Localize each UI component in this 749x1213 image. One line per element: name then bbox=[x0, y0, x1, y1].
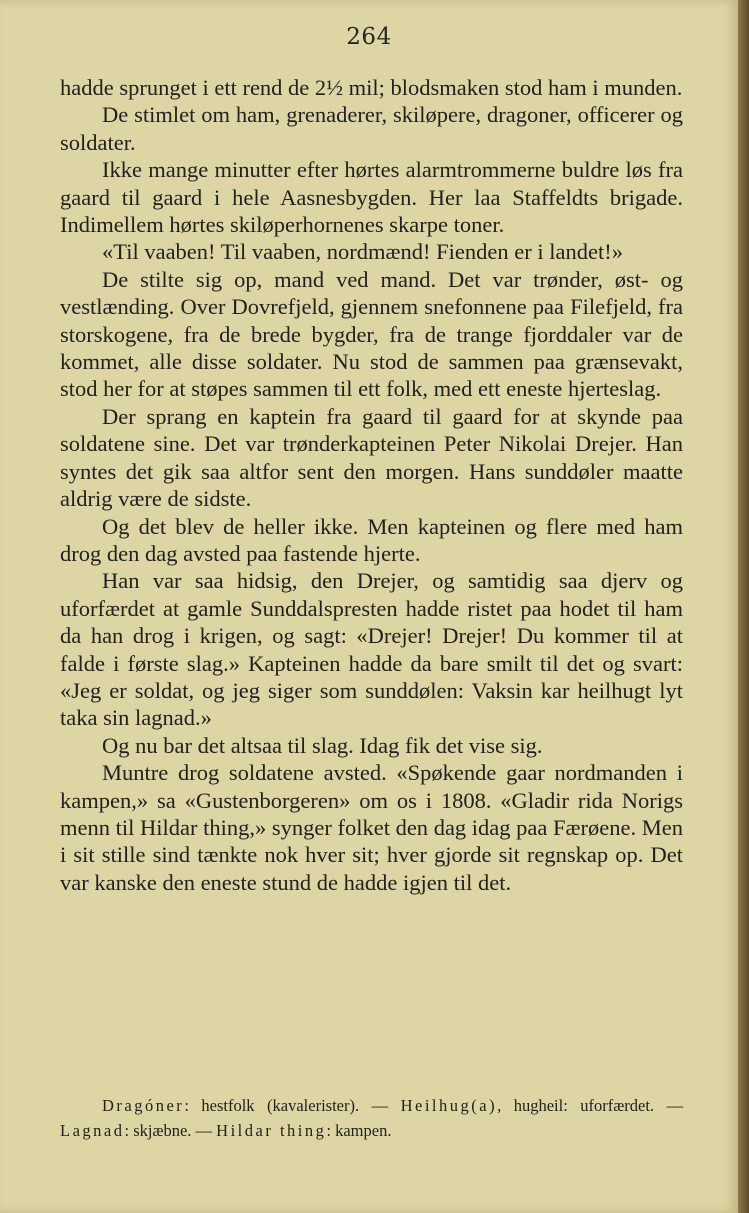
paragraph-3: Ikke mange minutter efter hørtes alarmtrommerne buldre løs fra gaard til gaard i hele Aasnesbygden. Her laa Staffeldts brigade. Indimellem hørtes skiløperhornenes skarpe toner. bbox=[60, 157, 683, 238]
page-number: 264 bbox=[346, 24, 392, 50]
footnote-separator: — bbox=[195, 1121, 213, 1140]
paragraph-6: Der sprang en kaptein fra gaard til gaard for at skynde paa soldatene sine. Det var trønderkapteinen Peter Nikolai Drejer. Han syntes det gik saa altfor sent den morgen. Hans sunddøler maatte aldrig være de sidste. bbox=[60, 403, 683, 512]
paragraph-8: Han var saa hidsig, den Drejer, og samtidig saa djerv og uforfærdet at gamle Sunddalspresten hadde ristet paa hodet til ham da han drog i krigen, og sagt: «Drejer! Drejer! Du kommer til at falde i første slag.» Kapteinen hadde da bare smilt til det og svart: «Jeg er soldat, og jeg siger som sunddølen: Vaksin kar heilhugt lyt taka sin lagnad.» bbox=[60, 568, 683, 731]
footnote-term: Dragóner bbox=[102, 1096, 185, 1115]
paragraph-9: Og nu bar det altsaa til slag. Idag fik det vise sig. bbox=[102, 732, 543, 758]
footnote-term: Lagnad bbox=[60, 1121, 125, 1140]
footnote-separator: — bbox=[371, 1096, 389, 1115]
paragraph-7: Og det blev de heller ikke. Men kapteinen og flere med ham drog den dag avsted paa fastende hjerte. bbox=[60, 513, 683, 566]
paragraph-4: «Til vaaben! Til vaaben, nordmænd! Fienden er i landet!» bbox=[102, 239, 623, 265]
footnote-term: Hildar thing bbox=[216, 1121, 327, 1140]
body-text bbox=[60, 74, 683, 896]
footnote-definition: kampen. bbox=[335, 1121, 392, 1140]
footnote-definition: skjæbne. bbox=[133, 1121, 192, 1140]
footnote-glossary: Dragóner: hestfolk (kavalerister). — Heilhug(a), hugheil: uforfærdet. — Lagnad: skjæbne. — Hildar thing: kampen. bbox=[60, 1096, 684, 1140]
paragraph-1: hadde sprunget i ett rend de 2½ mil; blodsmaken stod ham i munden. bbox=[60, 75, 683, 100]
footnote-separator: — bbox=[666, 1096, 684, 1115]
footnote-definition: hugheil: uforfærdet. bbox=[513, 1096, 655, 1115]
book-page-edge bbox=[738, 0, 749, 1213]
footnote-term: Heilhug(a) bbox=[400, 1096, 498, 1115]
paragraph-10: Muntre drog soldatene avsted. «Spøkende gaar nordmanden i kampen,» sa «Gustenborgeren» om os i 1808. «Gladir rida Norigs menn til Hildar thing,» synger folket den dag idag paa Færøene. Men i sit stille sind tænkte nok hver sit; hver gjorde sit regnskap op. Det var kanske den eneste stund de hadde igjen til det. bbox=[60, 760, 683, 895]
footnote-definition: hestfolk (kavalerister). bbox=[201, 1096, 360, 1115]
paragraph-2: De stimlet om ham, grenaderer, skiløpere, dragoner, officerer og soldater. bbox=[60, 102, 683, 155]
paragraph-5: De stilte sig op, mand ved mand. Det var trønder, øst- og vestlænding. Over Dovrefjeld, gjennem snefonnene paa Filefjeld, fra storskogene, fra de brede bygder, fra de trange fjorddaler var de kommet, alle disse soldater. Nu stod de sammen paa grænsevakt, stod her for at støpes sammen til ett folk, med ett eneste hjerteslag. bbox=[60, 266, 683, 402]
